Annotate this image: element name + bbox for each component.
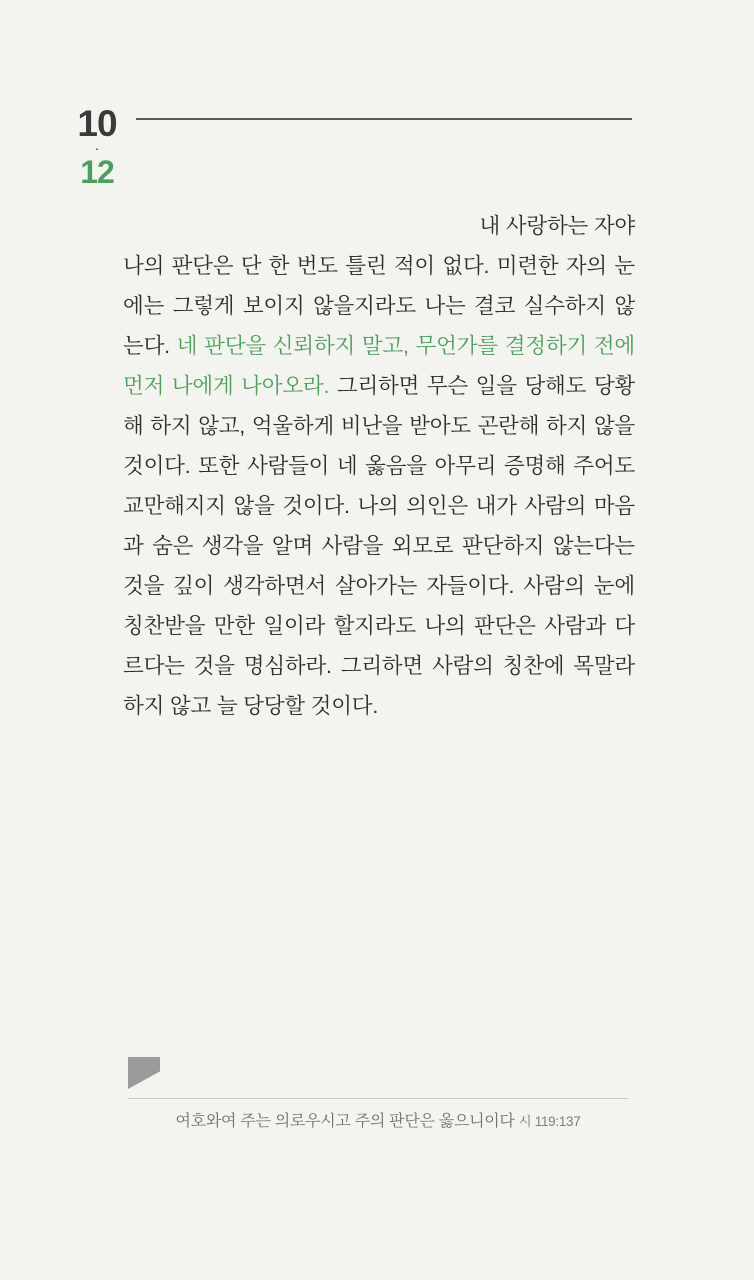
footer-verse-text: 여호와여 주는 의로우시고 주의 판단은 옳으니이다 xyxy=(175,1113,515,1130)
devotional-text-part-2: 그리하면 무슨 일을 당해도 당황해 하지 않고, 억울하게 비난을 받아도 곤란해 하지 않을 것이다. 또한 사람들이 네 옳음을 아무리 증명해 주어도 교만해지지 않을 것이다. 나의 의인은 내가 사람의 마음과 숨은 생각을 알며 사람을 외모로 판단하지 않는다는 것을 깊이 생각하면서 살아가는 자들이다. 사람의 눈에 칭찬받을 만한 일이라 할지라도 나의 판단은 사람과 다르다는 것을 명심하라. 그리하면 사람의 칭찬에 목말라하지 않고 늘 당당할 것이다. xyxy=(123,374,636,718)
footer-divider xyxy=(128,1098,628,1099)
date-separator: · xyxy=(94,140,100,157)
footer-verse xyxy=(128,1108,628,1131)
footer-verse-reference: 시 119:137 xyxy=(518,1114,581,1129)
devotional-opening-line: 내 사랑하는 자야 xyxy=(479,214,635,238)
bookmark-icon xyxy=(128,1057,168,1089)
header-divider xyxy=(136,118,632,120)
date-month: 10 xyxy=(77,103,117,144)
devotional-text-part-1: 나의 판단은 단 한 번도 틀린 적이 없다. 미련한 자의 눈에는 그렇게 보이지 않을지라도 나는 결코 실수하지 않는다. xyxy=(123,254,635,358)
devotional-highlighted-text: 네 판단을 신뢰하지 말고, 무언가를 결정하기 전에 먼저 나에게 나아오라. xyxy=(123,334,636,398)
date-block xyxy=(62,104,132,190)
date-day: 12 xyxy=(80,154,114,190)
devotional-body xyxy=(123,206,635,726)
